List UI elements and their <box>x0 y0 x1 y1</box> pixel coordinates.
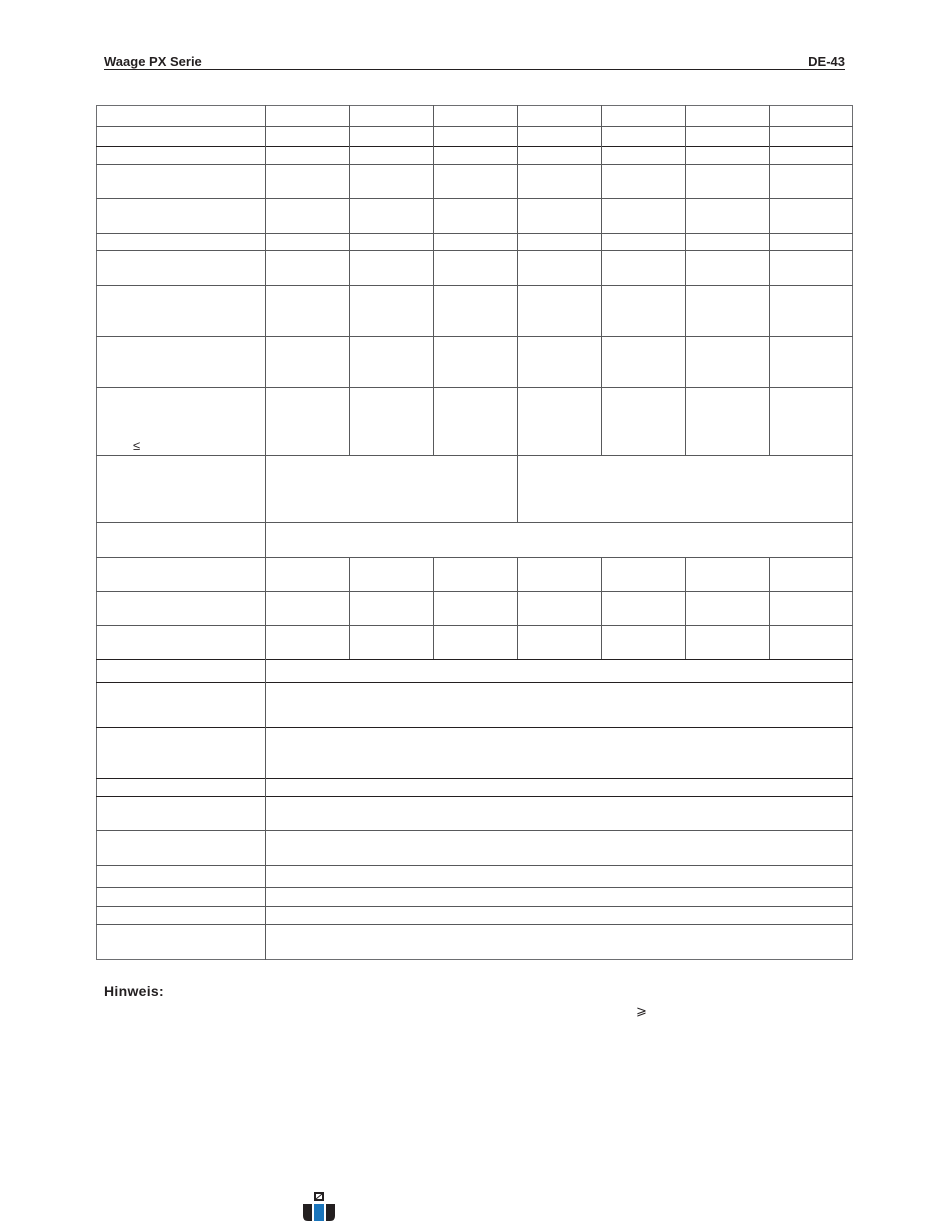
table-column-divider <box>349 557 350 659</box>
table-column-divider <box>517 105 518 455</box>
table-row-divider <box>96 865 853 866</box>
table-column-divider <box>685 557 686 659</box>
greater-equal-symbol: ⩾ <box>636 1003 647 1018</box>
table-row-divider <box>96 233 853 234</box>
table-row-divider <box>96 796 853 797</box>
table-row-divider <box>96 198 853 199</box>
brand-logo-icon <box>302 1192 336 1222</box>
table-row-divider <box>96 387 853 388</box>
table-column-divider <box>433 105 434 455</box>
table-row-divider <box>96 591 853 592</box>
table-row-divider <box>96 146 853 147</box>
table-row-divider <box>96 455 853 456</box>
less-equal-symbol: ≤ <box>133 438 141 453</box>
table-row-divider <box>96 830 853 831</box>
note-title: Hinweis: <box>104 983 164 999</box>
table-row-divider <box>96 887 853 888</box>
page-number: DE-43 <box>808 54 845 69</box>
table-column-divider <box>517 455 518 522</box>
table-column-divider <box>769 557 770 659</box>
table-row-divider <box>96 285 853 286</box>
header-rule <box>104 69 845 70</box>
table-row-divider <box>96 778 853 779</box>
table-row-divider <box>96 924 853 925</box>
table-column-divider <box>769 105 770 455</box>
table-row-divider <box>96 557 853 558</box>
table-row-divider <box>96 682 853 683</box>
table-column-divider <box>433 557 434 659</box>
table-column-divider <box>517 557 518 659</box>
table-row-divider <box>96 906 853 907</box>
table-row-divider <box>96 625 853 626</box>
table-column-divider <box>601 105 602 455</box>
table-row-divider <box>96 164 853 165</box>
table-row-divider <box>96 522 853 523</box>
table-column-divider <box>601 557 602 659</box>
table-row-divider <box>96 250 853 251</box>
table-column-divider <box>685 105 686 455</box>
table-row-divider <box>96 659 853 660</box>
table-column-divider <box>265 105 266 960</box>
header-title: Waage PX Serie <box>104 54 202 69</box>
table-row-divider <box>96 126 853 127</box>
table-row-divider <box>96 727 853 728</box>
table-row-divider <box>96 336 853 337</box>
table-column-divider <box>349 105 350 455</box>
